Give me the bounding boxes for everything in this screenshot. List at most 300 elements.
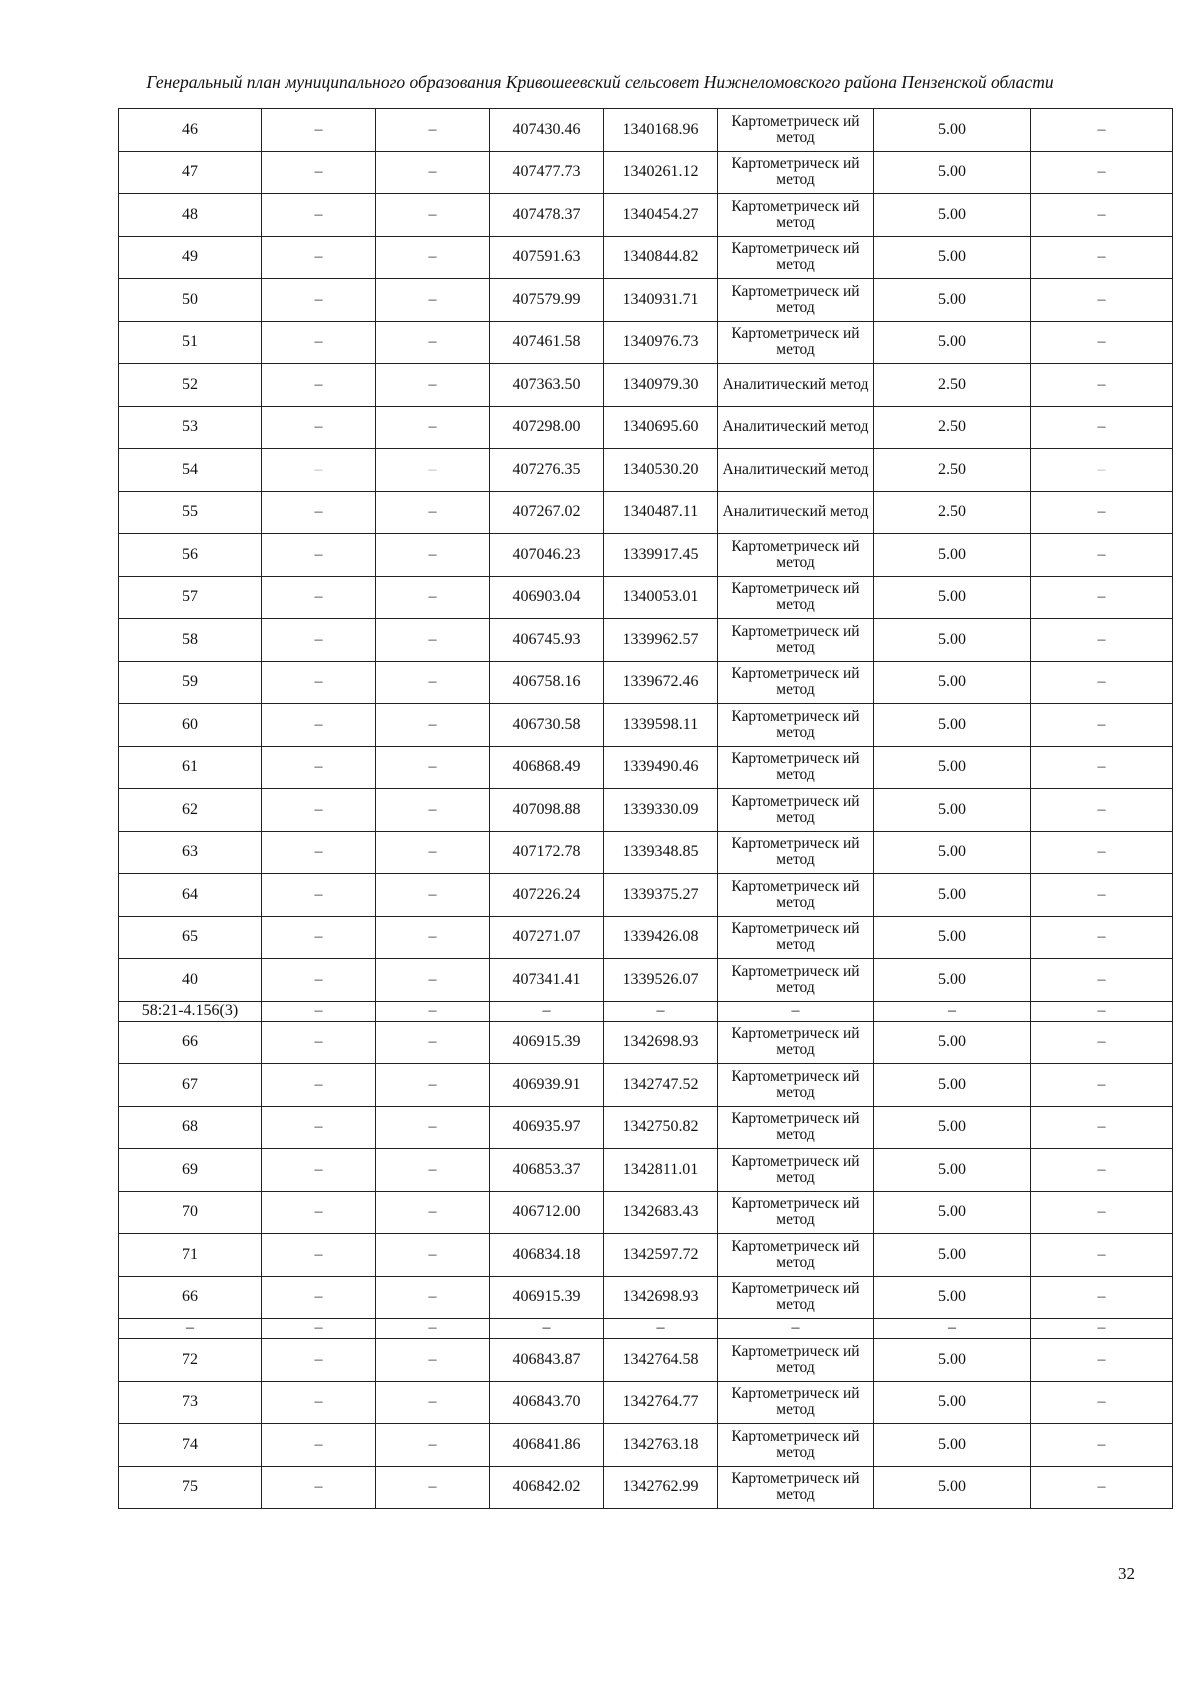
x-coordinate-cell: 407341.41 bbox=[490, 959, 604, 1002]
y-coordinate-cell: 1339348.85 bbox=[604, 831, 718, 874]
point-number-cell: 59 bbox=[119, 661, 262, 704]
dash-cell: – bbox=[262, 1339, 376, 1382]
accuracy-cell: 5.00 bbox=[874, 1381, 1031, 1424]
method-cell: Аналитический метод bbox=[718, 364, 874, 407]
x-coordinate-cell: 407461.58 bbox=[490, 321, 604, 364]
method-cell: Картометрическ ий метод bbox=[718, 746, 874, 789]
point-number-cell: 70 bbox=[119, 1191, 262, 1234]
point-number-cell: 62 bbox=[119, 789, 262, 832]
point-number-cell: 47 bbox=[119, 151, 262, 194]
dash-cell: – bbox=[262, 1276, 376, 1319]
method-cell: Картометрическ ий метод bbox=[718, 874, 874, 917]
point-number-cell: 73 bbox=[119, 1381, 262, 1424]
point-number-cell: 48 bbox=[119, 194, 262, 237]
y-coordinate-cell: 1339330.09 bbox=[604, 789, 718, 832]
point-number-cell: 57 bbox=[119, 576, 262, 619]
dash-cell: – bbox=[262, 236, 376, 279]
dash-cell: – bbox=[262, 576, 376, 619]
dash-cell: – bbox=[1031, 1276, 1173, 1319]
table-row bbox=[119, 1191, 1173, 1234]
dash-cell: – bbox=[1031, 364, 1173, 407]
accuracy-cell: 5.00 bbox=[874, 1466, 1031, 1509]
dash-cell: – bbox=[262, 109, 376, 152]
x-coordinate-cell: 407276.35 bbox=[490, 449, 604, 492]
table-row bbox=[119, 1339, 1173, 1382]
y-coordinate-cell: 1340976.73 bbox=[604, 321, 718, 364]
method-cell: Картометрическ ий метод bbox=[718, 789, 874, 832]
accuracy-cell: 5.00 bbox=[874, 576, 1031, 619]
dash-cell: – bbox=[376, 831, 490, 874]
y-coordinate-cell: 1340931.71 bbox=[604, 279, 718, 322]
accuracy-cell: 5.00 bbox=[874, 321, 1031, 364]
accuracy-cell: 5.00 bbox=[874, 831, 1031, 874]
method-cell: Картометрическ ий метод bbox=[718, 279, 874, 322]
y-coordinate-cell: 1342764.58 bbox=[604, 1339, 718, 1382]
dash-cell: – bbox=[262, 151, 376, 194]
accuracy-cell: 2.50 bbox=[874, 364, 1031, 407]
dash-cell: – bbox=[262, 789, 376, 832]
accuracy-cell: 5.00 bbox=[874, 194, 1031, 237]
y-coordinate-cell: 1339526.07 bbox=[604, 959, 718, 1002]
x-coordinate-cell: 406868.49 bbox=[490, 746, 604, 789]
dash-cell: – bbox=[376, 916, 490, 959]
x-coordinate-cell: 407478.37 bbox=[490, 194, 604, 237]
table-row bbox=[119, 789, 1173, 832]
accuracy-cell: 5.00 bbox=[874, 236, 1031, 279]
point-number-cell: 68 bbox=[119, 1106, 262, 1149]
x-coordinate-cell: 407579.99 bbox=[490, 279, 604, 322]
dash-cell: – bbox=[376, 959, 490, 1002]
table-row bbox=[119, 279, 1173, 322]
accuracy-cell: 5.00 bbox=[874, 959, 1031, 1002]
dash-cell: – bbox=[376, 1149, 490, 1192]
method-cell: Картометрическ ий метод bbox=[718, 1381, 874, 1424]
dash-cell: – bbox=[1031, 321, 1173, 364]
accuracy-cell: 5.00 bbox=[874, 1021, 1031, 1064]
x-coordinate-cell: 406915.39 bbox=[490, 1276, 604, 1319]
method-cell: Картометрическ ий метод bbox=[718, 831, 874, 874]
accuracy-cell: 5.00 bbox=[874, 789, 1031, 832]
dash-cell: – bbox=[376, 1001, 490, 1021]
dash-cell: – bbox=[376, 1021, 490, 1064]
dash-cell: – bbox=[262, 831, 376, 874]
y-coordinate-cell: 1340168.96 bbox=[604, 109, 718, 152]
table-row bbox=[119, 1319, 1173, 1339]
point-number-cell: 75 bbox=[119, 1466, 262, 1509]
point-number-cell: 40 bbox=[119, 959, 262, 1002]
table-row bbox=[119, 704, 1173, 747]
method-cell: Картометрическ ий метод bbox=[718, 1106, 874, 1149]
y-coordinate-cell: 1339672.46 bbox=[604, 661, 718, 704]
point-number-cell: 63 bbox=[119, 831, 262, 874]
y-coordinate-cell: 1339426.08 bbox=[604, 916, 718, 959]
method-cell: Картометрическ ий метод bbox=[718, 151, 874, 194]
accuracy-cell: 5.00 bbox=[874, 1234, 1031, 1277]
dash-cell: – bbox=[376, 364, 490, 407]
method-cell: Картометрическ ий метод bbox=[718, 704, 874, 747]
point-number-cell: 53 bbox=[119, 406, 262, 449]
dash-cell: – bbox=[262, 279, 376, 322]
x-coordinate-cell: 407430.46 bbox=[490, 109, 604, 152]
dash-cell: – bbox=[1031, 236, 1173, 279]
table-row bbox=[119, 1021, 1173, 1064]
accuracy-cell: 5.00 bbox=[874, 619, 1031, 662]
accuracy-cell: 5.00 bbox=[874, 1106, 1031, 1149]
dash-cell: – bbox=[376, 321, 490, 364]
method-cell: – bbox=[718, 1001, 874, 1021]
dash-cell: – bbox=[262, 746, 376, 789]
table-row bbox=[119, 236, 1173, 279]
table-row bbox=[119, 576, 1173, 619]
dash-cell: – bbox=[1031, 704, 1173, 747]
x-coordinate-cell: 406758.16 bbox=[490, 661, 604, 704]
dash-cell: – bbox=[376, 534, 490, 577]
method-cell: Картометрическ ий метод bbox=[718, 1424, 874, 1467]
dash-cell: – bbox=[376, 661, 490, 704]
table-row bbox=[119, 1234, 1173, 1277]
y-coordinate-cell: 1342811.01 bbox=[604, 1149, 718, 1192]
table-row bbox=[119, 916, 1173, 959]
x-coordinate-cell: – bbox=[490, 1001, 604, 1021]
dash-cell: – bbox=[1031, 916, 1173, 959]
point-number-cell: 60 bbox=[119, 704, 262, 747]
method-cell: Картометрическ ий метод bbox=[718, 534, 874, 577]
method-cell: Картометрическ ий метод bbox=[718, 661, 874, 704]
point-number-cell: 55 bbox=[119, 491, 262, 534]
dash-cell: – bbox=[1031, 746, 1173, 789]
accuracy-cell: 5.00 bbox=[874, 746, 1031, 789]
dash-cell: – bbox=[376, 1424, 490, 1467]
dash-cell: – bbox=[1031, 1021, 1173, 1064]
coordinates-table bbox=[118, 108, 1173, 1509]
table-row bbox=[119, 746, 1173, 789]
dash-cell: – bbox=[262, 1234, 376, 1277]
table-row bbox=[119, 151, 1173, 194]
dash-cell: – bbox=[376, 874, 490, 917]
dash-cell: – bbox=[262, 1466, 376, 1509]
dash-cell: – bbox=[376, 576, 490, 619]
point-number-cell: 50 bbox=[119, 279, 262, 322]
dash-cell: – bbox=[1031, 1381, 1173, 1424]
dash-cell: – bbox=[1031, 279, 1173, 322]
dash-cell: – bbox=[1031, 1106, 1173, 1149]
dash-cell: – bbox=[262, 534, 376, 577]
point-number-cell: 58:21-4.156(3) bbox=[119, 1001, 262, 1021]
point-number-cell: 71 bbox=[119, 1234, 262, 1277]
accuracy-cell: 5.00 bbox=[874, 1149, 1031, 1192]
dash-cell: – bbox=[262, 874, 376, 917]
table-row bbox=[119, 1001, 1173, 1021]
point-number-cell: 65 bbox=[119, 916, 262, 959]
dash-cell: – bbox=[262, 704, 376, 747]
dash-cell: – bbox=[262, 661, 376, 704]
table-row bbox=[119, 491, 1173, 534]
dash-cell: – bbox=[262, 194, 376, 237]
y-coordinate-cell: – bbox=[604, 1001, 718, 1021]
x-coordinate-cell: 407267.02 bbox=[490, 491, 604, 534]
table-row bbox=[119, 109, 1173, 152]
dash-cell: – bbox=[376, 194, 490, 237]
accuracy-cell: 2.50 bbox=[874, 449, 1031, 492]
x-coordinate-cell: 406712.00 bbox=[490, 1191, 604, 1234]
y-coordinate-cell: 1342698.93 bbox=[604, 1276, 718, 1319]
dash-cell: – bbox=[262, 406, 376, 449]
table-row bbox=[119, 194, 1173, 237]
dash-cell: – bbox=[1031, 491, 1173, 534]
y-coordinate-cell: 1342762.99 bbox=[604, 1466, 718, 1509]
table-row bbox=[119, 661, 1173, 704]
point-number-cell: 51 bbox=[119, 321, 262, 364]
accuracy-cell: 5.00 bbox=[874, 109, 1031, 152]
accuracy-cell: 5.00 bbox=[874, 1276, 1031, 1319]
table-row bbox=[119, 321, 1173, 364]
method-cell: Картометрическ ий метод bbox=[718, 1064, 874, 1107]
dash-cell: – bbox=[1031, 831, 1173, 874]
x-coordinate-cell: 407046.23 bbox=[490, 534, 604, 577]
method-cell: Картометрическ ий метод bbox=[718, 1466, 874, 1509]
dash-cell: – bbox=[376, 704, 490, 747]
x-coordinate-cell: 406915.39 bbox=[490, 1021, 604, 1064]
method-cell: Картометрическ ий метод bbox=[718, 321, 874, 364]
x-coordinate-cell: 406843.87 bbox=[490, 1339, 604, 1382]
dash-cell: – bbox=[1031, 1466, 1173, 1509]
method-cell: Картометрическ ий метод bbox=[718, 916, 874, 959]
dash-cell: – bbox=[262, 1319, 376, 1339]
dash-cell: – bbox=[1031, 1234, 1173, 1277]
dash-cell: – bbox=[376, 619, 490, 662]
method-cell: Картометрическ ий метод bbox=[718, 1191, 874, 1234]
dash-cell: – bbox=[1031, 406, 1173, 449]
table-row bbox=[119, 534, 1173, 577]
x-coordinate-cell: 406841.86 bbox=[490, 1424, 604, 1467]
x-coordinate-cell: 406842.02 bbox=[490, 1466, 604, 1509]
point-number-cell: 58 bbox=[119, 619, 262, 662]
point-number-cell: 72 bbox=[119, 1339, 262, 1382]
method-cell: Картометрическ ий метод bbox=[718, 959, 874, 1002]
point-number-cell: 66 bbox=[119, 1021, 262, 1064]
y-coordinate-cell: 1340454.27 bbox=[604, 194, 718, 237]
dash-cell: – bbox=[376, 746, 490, 789]
dash-cell: – bbox=[376, 1106, 490, 1149]
x-coordinate-cell: 406903.04 bbox=[490, 576, 604, 619]
dash-cell: – bbox=[262, 449, 376, 492]
dash-cell: – bbox=[376, 449, 490, 492]
point-number-cell: 49 bbox=[119, 236, 262, 279]
table-row bbox=[119, 619, 1173, 662]
accuracy-cell: 5.00 bbox=[874, 1424, 1031, 1467]
dash-cell: – bbox=[262, 321, 376, 364]
dash-cell: – bbox=[262, 916, 376, 959]
y-coordinate-cell: 1342747.52 bbox=[604, 1064, 718, 1107]
y-coordinate-cell: 1340261.12 bbox=[604, 151, 718, 194]
dash-cell: – bbox=[262, 364, 376, 407]
table-row bbox=[119, 1424, 1173, 1467]
y-coordinate-cell: 1340695.60 bbox=[604, 406, 718, 449]
method-cell: – bbox=[718, 1319, 874, 1339]
table-row bbox=[119, 1106, 1173, 1149]
method-cell: Картометрическ ий метод bbox=[718, 1276, 874, 1319]
table-row bbox=[119, 406, 1173, 449]
point-number-cell: 64 bbox=[119, 874, 262, 917]
x-coordinate-cell: 407172.78 bbox=[490, 831, 604, 874]
accuracy-cell: 5.00 bbox=[874, 1191, 1031, 1234]
x-coordinate-cell: 406935.97 bbox=[490, 1106, 604, 1149]
dash-cell: – bbox=[376, 1319, 490, 1339]
x-coordinate-cell: 407363.50 bbox=[490, 364, 604, 407]
y-coordinate-cell: 1342750.82 bbox=[604, 1106, 718, 1149]
accuracy-cell: 5.00 bbox=[874, 916, 1031, 959]
x-coordinate-cell: 406730.58 bbox=[490, 704, 604, 747]
table-row bbox=[119, 449, 1173, 492]
dash-cell: – bbox=[376, 279, 490, 322]
method-cell: Картометрическ ий метод bbox=[718, 109, 874, 152]
dash-cell: – bbox=[376, 109, 490, 152]
dash-cell: – bbox=[1031, 109, 1173, 152]
dash-cell: – bbox=[376, 1276, 490, 1319]
point-number-cell: 46 bbox=[119, 109, 262, 152]
x-coordinate-cell: 407271.07 bbox=[490, 916, 604, 959]
method-cell: Картометрическ ий метод bbox=[718, 1234, 874, 1277]
dash-cell: – bbox=[262, 1424, 376, 1467]
dash-cell: – bbox=[262, 1149, 376, 1192]
dash-cell: – bbox=[262, 1106, 376, 1149]
accuracy-cell: 5.00 bbox=[874, 1339, 1031, 1382]
x-coordinate-cell: 406745.93 bbox=[490, 619, 604, 662]
table-row bbox=[119, 1466, 1173, 1509]
x-coordinate-cell: 406843.70 bbox=[490, 1381, 604, 1424]
accuracy-cell: – bbox=[874, 1319, 1031, 1339]
dash-cell: – bbox=[376, 1339, 490, 1382]
table-row bbox=[119, 1064, 1173, 1107]
dash-cell: – bbox=[262, 1191, 376, 1234]
point-number-cell: 56 bbox=[119, 534, 262, 577]
point-number-cell: 66 bbox=[119, 1276, 262, 1319]
dash-cell: – bbox=[1031, 874, 1173, 917]
dash-cell: – bbox=[262, 619, 376, 662]
accuracy-cell: 5.00 bbox=[874, 661, 1031, 704]
dash-cell: – bbox=[262, 1381, 376, 1424]
method-cell: Картометрическ ий метод bbox=[718, 236, 874, 279]
y-coordinate-cell: 1342683.43 bbox=[604, 1191, 718, 1234]
table-row bbox=[119, 1149, 1173, 1192]
dash-cell: – bbox=[1031, 576, 1173, 619]
point-number-cell: – bbox=[119, 1319, 262, 1339]
dash-cell: – bbox=[376, 1064, 490, 1107]
dash-cell: – bbox=[1031, 194, 1173, 237]
dash-cell: – bbox=[1031, 534, 1173, 577]
table-row bbox=[119, 831, 1173, 874]
dash-cell: – bbox=[376, 789, 490, 832]
dash-cell: – bbox=[262, 1001, 376, 1021]
y-coordinate-cell: 1339490.46 bbox=[604, 746, 718, 789]
method-cell: Картометрическ ий метод bbox=[718, 1339, 874, 1382]
point-number-cell: 69 bbox=[119, 1149, 262, 1192]
dash-cell: – bbox=[376, 1381, 490, 1424]
point-number-cell: 52 bbox=[119, 364, 262, 407]
y-coordinate-cell: 1340530.20 bbox=[604, 449, 718, 492]
accuracy-cell: 5.00 bbox=[874, 704, 1031, 747]
point-number-cell: 74 bbox=[119, 1424, 262, 1467]
dash-cell: – bbox=[376, 491, 490, 534]
dash-cell: – bbox=[1031, 1149, 1173, 1192]
dash-cell: – bbox=[262, 491, 376, 534]
y-coordinate-cell: 1339598.11 bbox=[604, 704, 718, 747]
accuracy-cell: 5.00 bbox=[874, 874, 1031, 917]
x-coordinate-cell: – bbox=[490, 1319, 604, 1339]
dash-cell: – bbox=[1031, 1064, 1173, 1107]
y-coordinate-cell: 1342764.77 bbox=[604, 1381, 718, 1424]
dash-cell: – bbox=[262, 1021, 376, 1064]
dash-cell: – bbox=[262, 959, 376, 1002]
method-cell: Картометрическ ий метод bbox=[718, 619, 874, 662]
dash-cell: – bbox=[1031, 1191, 1173, 1234]
x-coordinate-cell: 406853.37 bbox=[490, 1149, 604, 1192]
dash-cell: – bbox=[376, 151, 490, 194]
method-cell: Аналитический метод bbox=[718, 406, 874, 449]
dash-cell: – bbox=[1031, 1001, 1173, 1021]
x-coordinate-cell: 407477.73 bbox=[490, 151, 604, 194]
table-row bbox=[119, 1381, 1173, 1424]
y-coordinate-cell: 1339917.45 bbox=[604, 534, 718, 577]
y-coordinate-cell: 1340053.01 bbox=[604, 576, 718, 619]
dash-cell: – bbox=[1031, 1424, 1173, 1467]
dash-cell: – bbox=[1031, 151, 1173, 194]
y-coordinate-cell: 1340487.11 bbox=[604, 491, 718, 534]
y-coordinate-cell: 1340844.82 bbox=[604, 236, 718, 279]
method-cell: Картометрическ ий метод bbox=[718, 1149, 874, 1192]
method-cell: Картометрическ ий метод bbox=[718, 194, 874, 237]
accuracy-cell: 5.00 bbox=[874, 151, 1031, 194]
dash-cell: – bbox=[1031, 449, 1173, 492]
accuracy-cell: – bbox=[874, 1001, 1031, 1021]
dash-cell: – bbox=[1031, 619, 1173, 662]
point-number-cell: 67 bbox=[119, 1064, 262, 1107]
x-coordinate-cell: 407591.63 bbox=[490, 236, 604, 279]
table-row bbox=[119, 874, 1173, 917]
dash-cell: – bbox=[1031, 661, 1173, 704]
accuracy-cell: 5.00 bbox=[874, 1064, 1031, 1107]
dash-cell: – bbox=[262, 1064, 376, 1107]
document-header: Генеральный план муниципального образования Кривошеевский сельсовет Нижнеломовского района Пензенской области bbox=[146, 72, 1054, 92]
accuracy-cell: 2.50 bbox=[874, 406, 1031, 449]
point-number-cell: 61 bbox=[119, 746, 262, 789]
y-coordinate-cell: 1342763.18 bbox=[604, 1424, 718, 1467]
dash-cell: – bbox=[376, 1191, 490, 1234]
dash-cell: – bbox=[376, 406, 490, 449]
page-number: 32 bbox=[1118, 1564, 1135, 1583]
dash-cell: – bbox=[376, 1466, 490, 1509]
x-coordinate-cell: 406834.18 bbox=[490, 1234, 604, 1277]
method-cell: Картометрическ ий метод bbox=[718, 1021, 874, 1064]
dash-cell: – bbox=[1031, 1319, 1173, 1339]
y-coordinate-cell: 1340979.30 bbox=[604, 364, 718, 407]
dash-cell: – bbox=[1031, 789, 1173, 832]
table-row bbox=[119, 1276, 1173, 1319]
x-coordinate-cell: 407298.00 bbox=[490, 406, 604, 449]
dash-cell: – bbox=[376, 1234, 490, 1277]
method-cell: Аналитический метод bbox=[718, 491, 874, 534]
y-coordinate-cell: 1339962.57 bbox=[604, 619, 718, 662]
method-cell: Картометрическ ий метод bbox=[718, 576, 874, 619]
method-cell: Аналитический метод bbox=[718, 449, 874, 492]
dash-cell: – bbox=[1031, 959, 1173, 1002]
y-coordinate-cell: 1342597.72 bbox=[604, 1234, 718, 1277]
accuracy-cell: 5.00 bbox=[874, 534, 1031, 577]
x-coordinate-cell: 407098.88 bbox=[490, 789, 604, 832]
accuracy-cell: 2.50 bbox=[874, 491, 1031, 534]
point-number-cell: 54 bbox=[119, 449, 262, 492]
dash-cell: – bbox=[1031, 1339, 1173, 1382]
